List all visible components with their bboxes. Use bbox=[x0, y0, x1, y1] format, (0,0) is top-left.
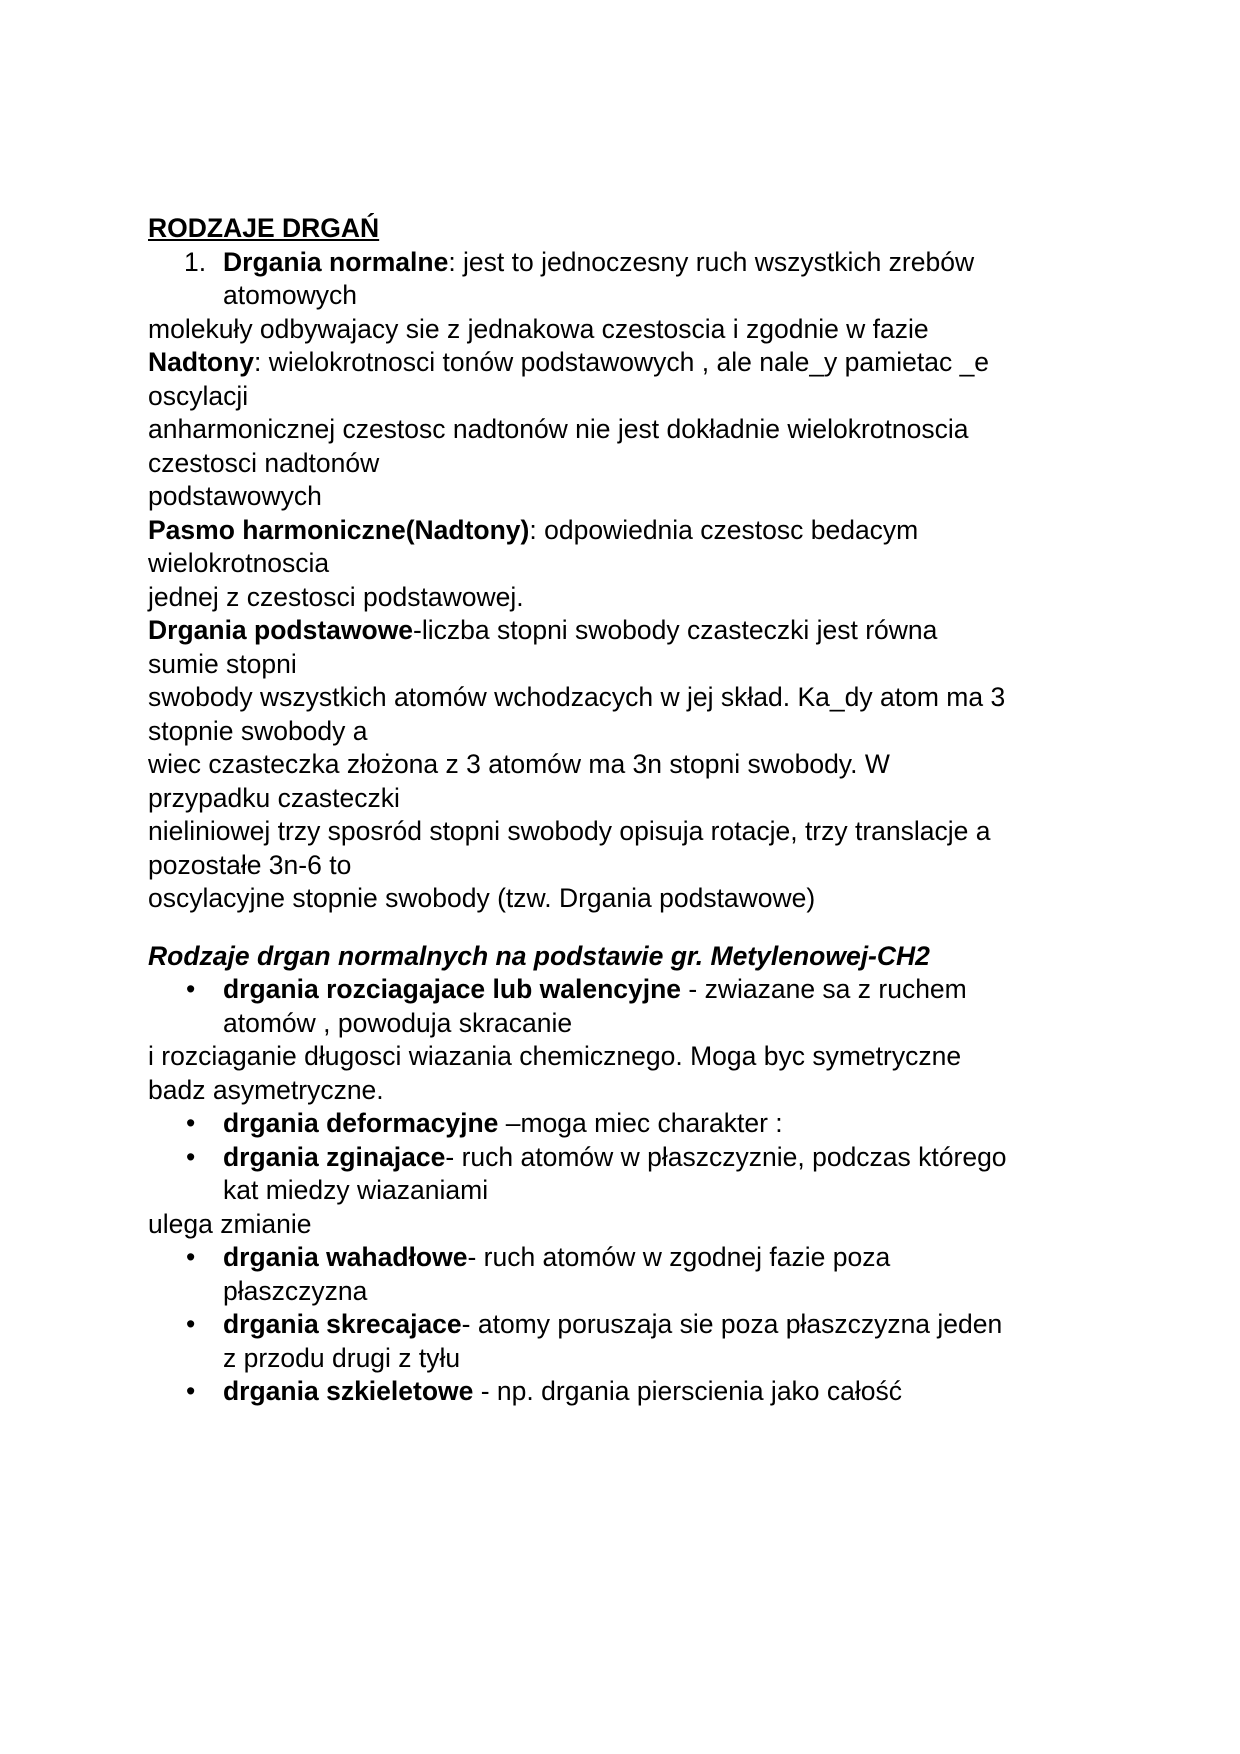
item-text: atomowych bbox=[223, 280, 358, 310]
podstawowe-line bbox=[148, 614, 1108, 648]
text-line: i rozciaganie długosci wiazania chemicznego. Moga byc symetryczne bbox=[148, 1041, 962, 1071]
term: drgania rozciagajace lub walencyjne bbox=[223, 974, 682, 1004]
text: - ruch atomów w zgodnej fazie poza bbox=[467, 1242, 891, 1272]
pasmo-line bbox=[148, 514, 1108, 548]
text-line: podstawowych bbox=[148, 481, 322, 511]
term: drgania deformacyjne bbox=[223, 1108, 499, 1138]
bullet-item-4 bbox=[148, 1241, 1108, 1275]
text: –moga miec charakter : bbox=[498, 1108, 783, 1138]
numbered-item-1 bbox=[148, 246, 1108, 280]
term-drgania-normalne: Drgania normalne bbox=[223, 246, 449, 277]
text-line: pozostałe 3n-6 to bbox=[148, 849, 352, 880]
bullet-item-2 bbox=[148, 1107, 1108, 1141]
text-line: przypadku czasteczki bbox=[148, 782, 400, 813]
text: - np. drgania pierscienia jako całość bbox=[473, 1376, 903, 1406]
text-line: oscylacji bbox=[148, 380, 249, 411]
text: - atomy poruszaja sie poza płaszczyzna jeden bbox=[461, 1309, 1003, 1339]
term-pasmo-harmoniczne: Pasmo harmoniczne(Nadtony) bbox=[148, 514, 530, 545]
text-line: ulega zmianie bbox=[148, 1208, 312, 1239]
bullet-item-1 bbox=[148, 973, 1108, 1007]
text-line: sumie stopni bbox=[148, 648, 297, 679]
bullet-item-5 bbox=[148, 1308, 1108, 1342]
text: : odpowiednia czestosc bedacym bbox=[529, 514, 919, 545]
term: drgania skrecajace bbox=[223, 1309, 462, 1339]
term: drgania szkieletowe bbox=[223, 1376, 474, 1406]
bullet-item-1-cont bbox=[148, 1007, 1108, 1041]
text-line: czestosci nadtonów bbox=[148, 447, 380, 478]
text: -liczba stopni swobody czasteczki jest równa bbox=[413, 615, 938, 645]
bullet-item-4-cont bbox=[148, 1275, 1108, 1309]
text: - zwiazane sa z ruchem bbox=[681, 974, 967, 1004]
bullet-item-3-cont bbox=[148, 1174, 1108, 1208]
text: płaszczyzna bbox=[223, 1275, 368, 1306]
item-text: : jest to jednoczesny ruch wszystkich zrebów bbox=[448, 246, 975, 277]
document-title: RODZAJE DRGAŃ bbox=[148, 213, 380, 243]
term: drgania zginajace bbox=[223, 1141, 446, 1172]
bullet-item-5-cont bbox=[148, 1342, 1108, 1376]
text: kat miedzy wiazaniami bbox=[223, 1175, 489, 1205]
term-nadtony: Nadtony bbox=[148, 347, 254, 377]
text-line: molekuły odbywajacy sie z jednakowa czestoscia i zgodnie w fazie bbox=[148, 313, 929, 344]
item-number: 1. bbox=[184, 246, 207, 277]
bullet-icon: • bbox=[186, 1376, 196, 1406]
bullet-item-3 bbox=[148, 1141, 1108, 1175]
nadtony-line bbox=[148, 346, 1108, 380]
text-line: badz asymetryczne. bbox=[148, 1074, 384, 1105]
text-line: oscylacyjne stopnie swobody (tzw. Drgania podstawowe) bbox=[148, 883, 816, 913]
text: atomów , powoduja skracanie bbox=[223, 1007, 573, 1038]
text-line: swobody wszystkich atomów wchodzacych w jej skład. Ka_dy atom ma 3 bbox=[148, 682, 1006, 712]
text-line: stopnie swobody a bbox=[148, 715, 368, 746]
bullet-icon: • bbox=[186, 1242, 196, 1272]
text: z przodu drugi z tyłu bbox=[223, 1342, 461, 1373]
term: drgania wahadłowe bbox=[223, 1242, 468, 1272]
bullet-item-6 bbox=[148, 1375, 1108, 1409]
bullet-icon: • bbox=[186, 1141, 196, 1172]
text-line: wielokrotnoscia bbox=[148, 548, 330, 578]
text-line: jednej z czestosci podstawowej. bbox=[148, 581, 524, 612]
text-line: nieliniowej trzy sposród stopni swobody opisuja rotacje, trzy translacje a bbox=[148, 816, 991, 846]
section-subheading: Rodzaje drgan normalnych na podstawie gr. Metylenowej-CH2 bbox=[148, 940, 930, 971]
text: : wielokrotnosci tonów podstawowych , ale nale_y pamietac _e bbox=[254, 347, 990, 377]
text-line: wiec czasteczka złożona z 3 atomów ma 3n stopni swobody. W bbox=[148, 749, 890, 779]
bullet-icon: • bbox=[186, 974, 196, 1004]
text-line: anharmonicznej czestosc nadtonów nie jest dokładnie wielokrotnoscia bbox=[148, 414, 969, 444]
bullet-icon: • bbox=[186, 1108, 196, 1138]
document-page bbox=[148, 212, 1108, 1409]
bullet-icon: • bbox=[186, 1309, 196, 1339]
numbered-item-1-cont bbox=[148, 279, 1108, 313]
text: - ruch atomów w płaszczyznie, podczas którego bbox=[445, 1141, 1007, 1172]
term-drgania-podstawowe: Drgania podstawowe bbox=[148, 615, 414, 645]
